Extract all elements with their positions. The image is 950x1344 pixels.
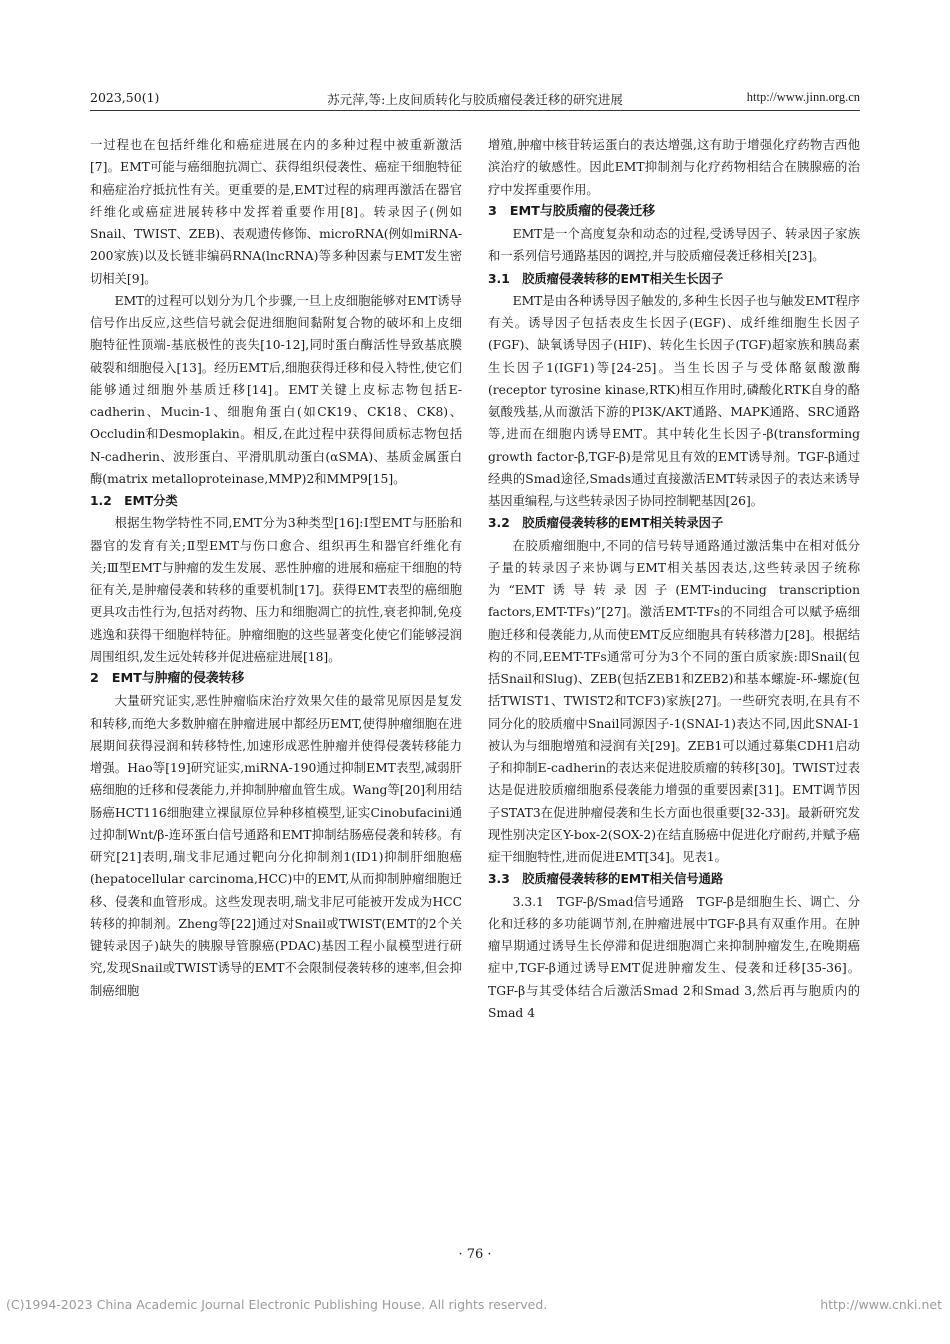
paragraph: 根据生物学特性不同,EMT分为3种类型[16]:Ⅰ型EMT与胚胎和器官的发育有关;Ⅱ型EMT与伤口愈合、组织再生和器官纤维化有关;Ⅲ型EMT与肿瘤的发生发展、恶性肿瘤的进展和癌症干细胞的特征有关,是肿瘤侵袭和转移的重要机制[17]。获得EMT表型的癌细胞更具攻击性行为,包括对药物、压力和细胞凋亡的抗性,衰老抑制,免疫逃逸和获得干细胞样特征。肿瘤细胞的这些显著变化使它们能够浸润周围组织,发生远处转移并促进癌症进展[18]。: [90, 516, 462, 664]
paragraph: EMT是由各种诱导因子触发的,多种生长因子也与触发EMT程序有关。诱导因子包括表皮生长因子(EGF)、成纤维细胞生长因子(FGF)、缺氧诱导因子(HIF)、转化生长因子(TGF)超家族和胰岛素生长因子1(IGF1)等[24-25]。当生长因子与受体酪氨酸激酶(receptor tyrosine kinase,RTK)相互作用时,磷酸化RTK自身的酪氨酸残基,从而激活下游的PI3K/AKT通路、MAPK通路、SRC通路等,进而在细胞内诱导EMT。其中转化生长因子-β(transforming growth factor-β,TGF-β)是常见且有效的EMT诱导剂。TGF-β通过经典的Smad途径,Smads通过直接激活EMT转录因子的表达来诱导基因重编程,与这些转录因子协同控制靶基因[26]。: [488, 293, 860, 508]
right-column: [488, 134, 860, 1254]
section-heading: 3 EMT与胶质瘤的侵袭迁移: [488, 203, 656, 219]
page-number: · 76 ·: [458, 1247, 492, 1262]
paragraph: 在胶质瘤细胞中,不同的信号转导通路通过激活集中在相对低分子量的转录因子来协调与EMT相关基因表达,这些转录因子统称为“EMT诱导转录因子(EMT-inducing transcription factors,EMT-TFs)”[27]。激活EMT-TFs的不同组合可以赋予癌细胞迁移和侵袭能力,从而使EMT反应细胞具有转移潜力[28]。根据结构的不同,EEMT-TFs通常可分为3个不同的蛋白质家族:即Snail(包括Snail和Slug)、ZEB(包括ZEB1和ZEB2)和基本螺旋-环-螺旋(包括TWIST1、TWIST2和TCF3)家族[27]。一些研究表明,在具有不同分化的胶质瘤中Snail同源因子-1(SNAI-1)表达不同,因此SNAI-1被认为与细胞增殖和浸润有关[29]。ZEB1可以通过募集CDH1启动子和抑制E-cadherin的表达来促进胶质瘤的转移[30]。TWIST过表达是促进胶质瘤细胞系侵袭能力增强的重要因素[31]。EMT调节因子STAT3在促进肿瘤侵袭和生长方面也很重要[32-33]。最新研究发现性别决定区Y-box-2(SOX-2)在结直肠癌中促进化疗耐药,并赋予癌症干细胞特性,进而促进EMT[34]。见表1。: [488, 538, 860, 864]
copyright-notice: (C)1994-2023 China Academic Journal Electronic Publishing House. All rights reserved.: [6, 1297, 548, 1312]
copyright-footer: [0, 1297, 950, 1317]
paragraph: EMT是一个高度复杂和动态的过程,受诱导因子、转录因子家族和一系列信号通路基因的调控,并与胶质瘤侵袭迁移相关[23]。: [488, 227, 860, 264]
paragraph: 增殖,肿瘤中核苷转运蛋白的表达增强,这有助于增强化疗药物吉西他滨治疗的敏感性。因此EMT抑制剂与化疗药物相结合在胰腺癌的治疗中发挥重要作用。: [488, 138, 860, 197]
section-heading: 2 EMT与肿瘤的侵袭转移: [90, 671, 245, 686]
section-heading: 3.2 胶质瘤侵袭转移的EMT相关转录因子: [488, 516, 724, 531]
running-title: 苏元萍,等:上皮间质转化与胶质瘤侵袭迁移的研究进展: [327, 92, 623, 107]
left-column: [90, 134, 462, 1254]
section-heading: 1.2 EMT分类: [90, 494, 178, 508]
paragraph: 一过程也在包括纤维化和癌症进展在内的多种过程中被重新激活[7]。EMT可能与癌细胞抗凋亡、获得组织侵袭性、癌症干细胞特征和癌症治疗抵抗性有关。更重要的是,EMT过程的病理再激活在器官纤维化或癌症进展转移中发挥着重要作用[8]。转录因子(例如Snail、TWIST、ZEB)、表观遗传修饰、microRNA(例如miRNA-200家族)以及长链非编码RNA(lncRNA)等多种因素与EMT发生密切相关[9]。: [90, 138, 462, 286]
paragraph: 大量研究证实,恶性肿瘤临床治疗效果欠佳的最常见原因是复发和转移,而绝大多数肿瘤在肿瘤进展中都经历EMT,使得肿瘤细胞在进展期间获得浸润和转移特性,加速形成恶性肿瘤并使得侵袭转移能力增强。Hao等[19]研究证实,miRNA-190通过抑制EMT表型,减弱肝癌细胞的迁移和侵袭能力,并抑制肿瘤血管生成。Wang等[20]利用结肠癌HCT116细胞建立裸鼠原位异种移植模型,证实Cinobufacini通过抑制Wnt/β-连环蛋白信号通路和EMT抑制结肠癌侵袭和转移。有研究[21]表明,瑞戈非尼通过靶向分化抑制剂1(ID1)抑制肝细胞癌(hepatocellular carcinoma,HCC)中的EMT,从而抑制肿瘤细胞迁移、侵袭和血管形成。这些发现表明,瑞戈非尼可能被开发成为HCC转移的抑制剂。Zheng等[22]通过对Snail或TWIST(EMT的2个关键转录因子)缺失的胰腺导管腺癌(PDAC)基因工程小鼠模型进行研究,发现Snail或TWIST诱导的EMT不会限制侵袭转移的速率,但会抑制癌细胞: [90, 694, 462, 998]
journal-issue: 2023,50(1): [90, 90, 160, 105]
paragraph: 3.3.1 TGF-β/Smad信号通路 TGF-β是细胞生长、调亡、分化和迁移的多功能调节剂,在肿瘤进展中TGF-β具有双重作用。在肿瘤早期通过诱导生长停滞和促进细胞凋亡来抑制肿瘤发生,在晚期癌症中,TGF-β通过诱导EMT促进肿瘤发生、侵袭和迁移[35-36]。TGF-β与其受体结合后激活Smad 2和Smad 3,然后再与胞质内的Smad 4: [488, 894, 860, 1020]
cnki-link[interactable]: http://www.cnki.net: [820, 1297, 942, 1312]
journal-url[interactable]: http://www.jinn.org.cn: [746, 90, 860, 104]
section-heading: 3.1 胶质瘤侵袭转移的EMT相关生长因子: [488, 271, 724, 286]
section-heading: 3.3 胶质瘤侵袭转移的EMT相关信号通路: [488, 872, 724, 887]
running-header: [90, 88, 860, 111]
paragraph: EMT的过程可以划分为几个步骤,一旦上皮细胞能够对EMT诱导信号作出反应,这些信号就会促进细胞间黏附复合物的破坏和上皮细胞特征性顶端-基底极性的丧失[10-12],同时蛋白酶活性导致基底膜破裂和细胞侵入[13]。经历EMT后,细胞获得迁移和侵入特性,使它们能够通过细胞外基质迁移[14]。EMT关键上皮标志物包括E-cadherin、Mucin-1、细胞角蛋白(如CK19、CK18、CK8)、Occludin和Desmoplakin。相反,在此过程中获得间质标志物包括N-cadherin、波形蛋白、平滑肌肌动蛋白(αSMA)、基质金属蛋白酶(matrix metalloproteinase,MMP)2和MMP9[15]。: [90, 293, 462, 486]
